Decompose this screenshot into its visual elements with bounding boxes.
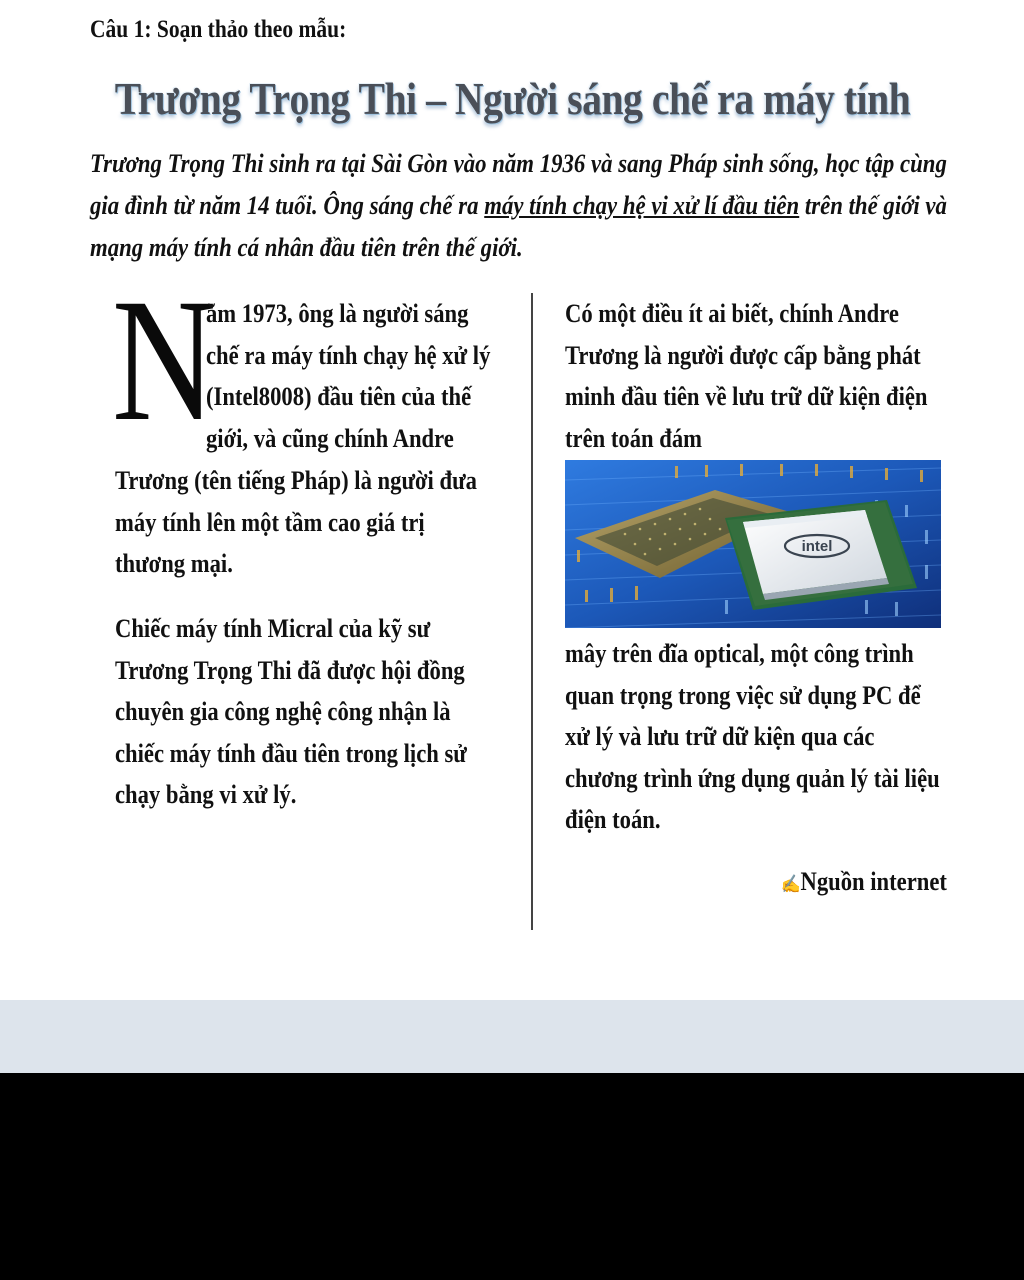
right-para-top — [565, 293, 928, 459]
black-area — [0, 1073, 1024, 1280]
footer-band — [0, 1000, 1024, 1073]
wordart-title — [0, 72, 1024, 125]
source-text: Nguồn internet — [800, 867, 947, 896]
title-text: Trương Trọng Thi – Người sáng chế ra máy tính — [114, 73, 910, 124]
left-line: chiếc máy tính đầu tiên trong lịch sử — [115, 738, 467, 768]
left-para1-bottom — [115, 460, 477, 585]
chip-logo-text: intel — [801, 538, 833, 555]
left-line: giới, và cũng chính Andre — [206, 423, 454, 453]
right-line: điện toán. — [565, 805, 661, 835]
right-line: minh đầu tiên về lưu trữ dữ kiện điện — [565, 382, 928, 412]
writing-hand-icon: ✍ — [781, 874, 801, 894]
left-line: thương mại. — [115, 549, 233, 579]
right-para-bottom — [565, 633, 940, 841]
left-line: Trương (tên tiếng Pháp) là người đưa — [115, 466, 477, 495]
right-line: mây trên đĩa optical, một công trình — [565, 639, 914, 668]
question-heading: Câu 1: Soạn thảo theo mẫu: — [90, 16, 347, 43]
left-line: Chiếc máy tính Micral của kỹ sư — [115, 614, 431, 643]
left-line: ăm 1973, ông là người sáng — [206, 299, 469, 328]
column-divider — [531, 293, 533, 930]
left-para2 — [115, 608, 467, 816]
intro-text-part1: Trương Trọng Thi sinh ra tại Sài Gòn vào năm 1936 và sang Pháp sinh sống, học tập cùng gia đình từ năm 14 tuổi. Ông sáng chế ra — [90, 148, 947, 220]
right-line: xử lý và lưu trữ dữ kiện qua các — [565, 722, 875, 752]
right-line: trên toán đám — [565, 423, 702, 453]
left-line: Trương Trọng Thi đã được hội đồng — [115, 655, 465, 685]
right-line: Trương là người được cấp bằng phát — [565, 340, 921, 370]
left-line: chế ra máy tính chạy hệ xử lý — [206, 340, 491, 370]
right-line: Có một điều ít ai biết, chính Andre — [565, 299, 899, 328]
left-para1-top — [206, 293, 490, 459]
source-credit — [781, 867, 947, 897]
drop-cap: N — [112, 263, 217, 458]
left-line: chạy bằng vi xử lý. — [115, 780, 297, 810]
intro-paragraph — [90, 142, 959, 268]
intro-text-part2: trên thế giới và mạng máy tính cá nhân đầu tiên trên thế giới. — [90, 190, 947, 262]
right-line: quan trọng trong việc sử dụng PC để — [565, 680, 921, 710]
right-line: chương trình ứng dụng quản lý tài liệu — [565, 763, 940, 793]
intro-underlined-text: máy tính chạy hệ vi xử lí đầu tiên — [484, 190, 800, 220]
left-line: máy tính lên một tầm cao giá trị — [115, 507, 425, 537]
intel-chip-image — [565, 460, 941, 628]
left-line: chuyên gia công nghệ công nhận là — [115, 697, 451, 727]
left-line: (Intel8008) đầu tiên của thế — [206, 382, 472, 412]
